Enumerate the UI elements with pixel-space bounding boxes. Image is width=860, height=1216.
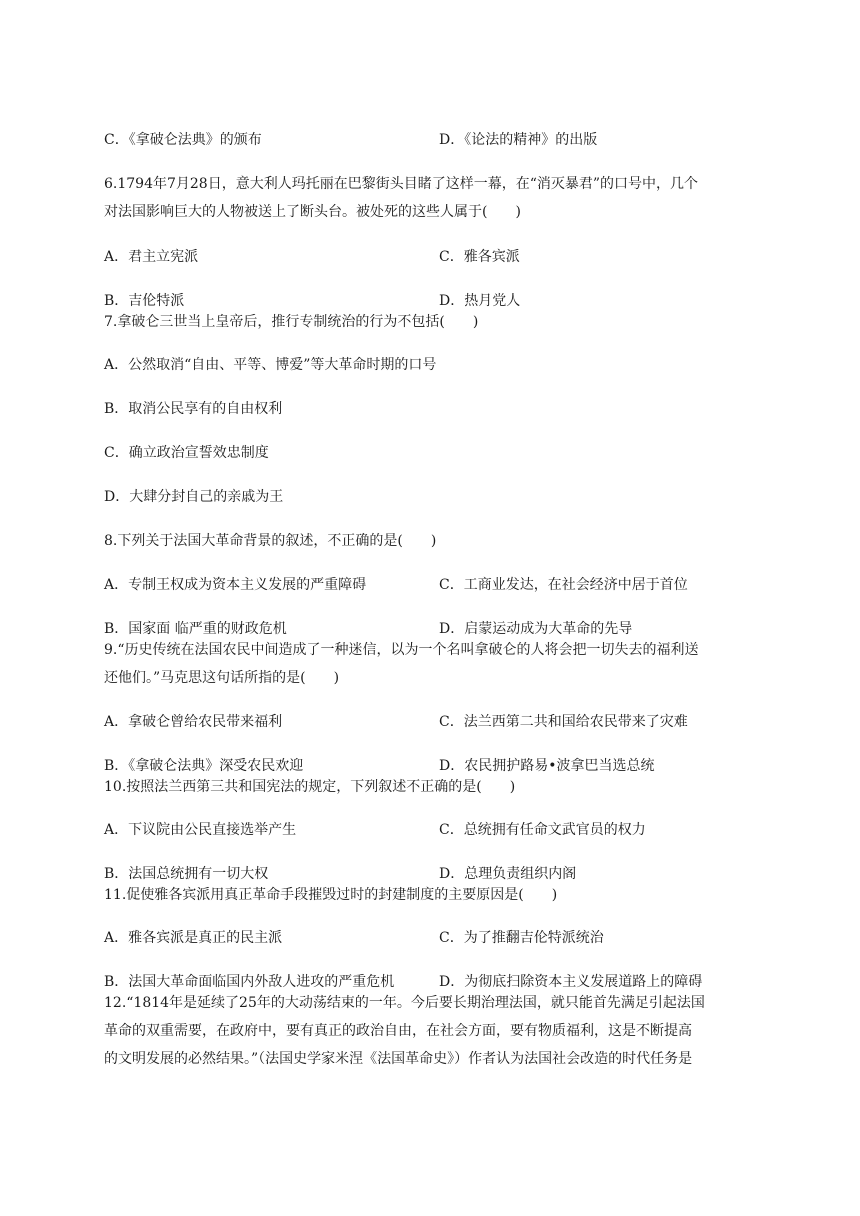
q10-option-a: A．下议院由公民直接选举产生 <box>104 822 297 838</box>
q7-option-b: B．取消公民享有的自由权利 <box>104 401 283 417</box>
q9-option-a: A．拿破仑曾给农民带来福利 <box>104 714 283 730</box>
q12-stem-line-3: 的文明发展的必然结果。”（法国史学家米涅《法国革命史》）作者认为法国社会改造的时代任务是 <box>104 1051 693 1067</box>
q10-stem: 10.按照法兰西第三共和国宪法的规定，下列叙述不正确的是( ) <box>104 779 516 795</box>
q9-option-d: D．农民拥护路易•波拿巴当选总统 <box>439 758 655 774</box>
q8-option-c: C．工商业发达，在社会经济中居于首位 <box>439 577 688 593</box>
q6-stem-line-1: 6.1794年7月28日，意大利人玛托丽在巴黎街头目睹了这样一幕，在“消灭暴君”的口号中，几个 <box>104 176 699 192</box>
q8-option-a: A．专制王权成为资本主义发展的严重障碍 <box>104 577 367 593</box>
q11-option-a: A．雅各宾派是真正的民主派 <box>104 930 283 946</box>
q8-option-d: D．启蒙运动成为大革命的先导 <box>439 621 633 637</box>
q7-option-a: A．公然取消“自由、平等、博爱”等大革命时期的口号 <box>104 357 437 373</box>
q7-option-c: C．确立政治宣誓效忠制度 <box>104 445 269 461</box>
q12-stem-line-2: 革命的双重需要，在政府中，要有真正的政治自由，在社会方面，要有物质福利，这是不断提高 <box>104 1023 692 1039</box>
q9-stem-line-2: 还他们。”马克思这句话所指的是( ) <box>104 670 340 686</box>
q11-option-b: B．法国大革命面临国内外敌人进攻的严重危机 <box>104 974 395 990</box>
q11-option-d: D．为彻底扫除资本主义发展道路上的障碍 <box>439 974 703 990</box>
q5-option-c: C．《拿破仑法典》的颁布 <box>104 132 262 148</box>
q11-stem: 11.促使雅各宾派用真正革命手段摧毁过时的封建制度的主要原因是( ) <box>104 887 558 903</box>
q5-option-d: D．《论法的精神》的出版 <box>439 132 598 148</box>
q7-stem: 7.拿破仑三世当上皇帝后，推行专制统治的行为不包括( ) <box>104 314 479 330</box>
q6-option-b: B．吉伦特派 <box>104 293 185 309</box>
q11-option-c: C．为了推翻吉伦特派统治 <box>439 930 604 946</box>
q9-option-b: B．《拿破仑法典》深受农民欢迎 <box>104 758 304 774</box>
q8-stem: 8.下列关于法国大革命背景的叙述，不正确的是( ) <box>104 533 437 549</box>
q10-option-b: B．法国总统拥有一切大权 <box>104 866 269 882</box>
q10-option-c: C．总统拥有任命文武官员的权力 <box>439 822 646 838</box>
q6-option-d: D．热月党人 <box>439 293 521 309</box>
q12-stem-line-1: 12.“1814年是延续了25年的大动荡结束的一年。今后要长期治理法国，就只能首先满足引起法国 <box>104 995 705 1011</box>
q6-stem-line-2: 对法国影响巨大的人物被送上了断头台。被处死的这些人属于( ) <box>104 204 521 220</box>
q6-option-c: C．雅各宾派 <box>439 249 520 265</box>
q9-stem-line-1: 9.“历史传统在法国农民中间造成了一种迷信，以为一个名叫拿破仑的人将会把一切失去的福利送 <box>104 642 699 658</box>
q8-option-b: B．国家面 临严重的财政危机 <box>104 621 287 637</box>
q6-option-a: A．君主立宪派 <box>104 249 199 265</box>
q10-option-d: D．总理负责组织内阁 <box>439 866 577 882</box>
q9-option-c: C．法兰西第二共和国给农民带来了灾难 <box>439 714 688 730</box>
q7-option-d: D．大肆分封自己的亲戚为王 <box>104 489 284 505</box>
